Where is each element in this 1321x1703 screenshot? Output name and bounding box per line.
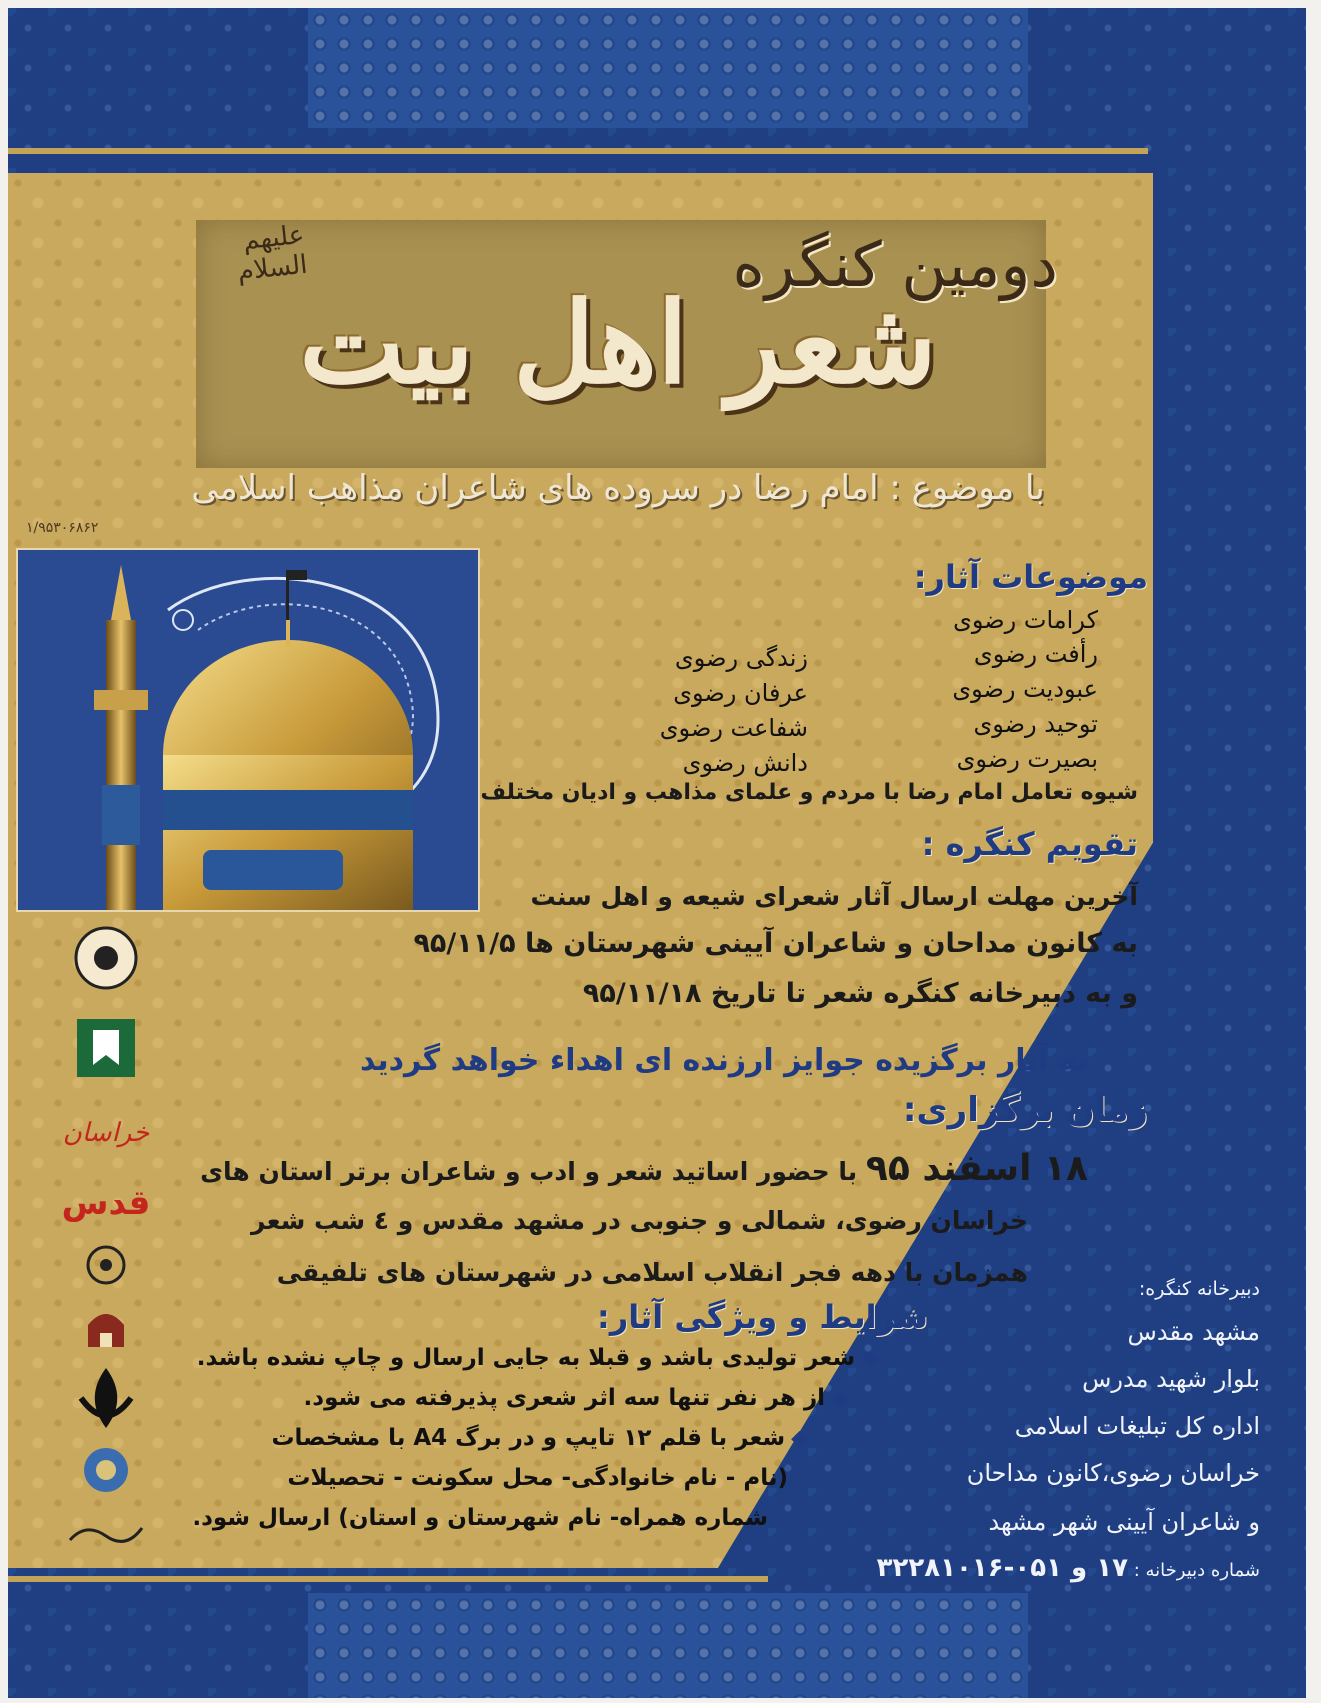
condition-item [188, 1385, 848, 1411]
emblem-icon [71, 923, 141, 993]
diamond-bullet-icon: ◆ [861, 1346, 878, 1371]
top-pattern-strip [308, 8, 1028, 128]
condition-item-cont: (نام - نام خانوادگی- محل سکونت - تحصیلات [287, 1465, 788, 1491]
phone-label: شماره دبیرخانه : [1133, 1560, 1260, 1581]
sponsor-logo-1 [66, 923, 146, 993]
bottom-gold-border [8, 1576, 768, 1582]
event-date: ۱۸ اسفند ۹۵ [865, 1148, 1088, 1189]
calendar-heading: تقویم کنگره : [921, 825, 1138, 863]
bottom-pattern-strip [308, 1593, 1028, 1698]
topic-item: دانش رضوی [682, 749, 808, 777]
calendar-line-3: و به دبیرخانه کنگره شعر تا تاریخ ۹۵/۱۱/۱۸ [582, 978, 1138, 1009]
main-title: شعر اهل بیت [299, 278, 937, 409]
poster [8, 8, 1306, 1698]
schedule-line-1 [178, 1148, 1088, 1189]
topic-item: توحید رضوی [973, 710, 1098, 738]
shrine-illustration [18, 550, 478, 910]
topic-item: رأفت رضوی [973, 640, 1098, 668]
national-emblem-icon [71, 1363, 141, 1433]
sponsor-logo-8 [66, 1440, 146, 1500]
schedule-line-3: همزمان با دهه فجر انقلاب اسلامی در شهرستان های تلفیقی [276, 1258, 1028, 1287]
khorasan-logo-text: خراسان [62, 1118, 150, 1148]
sponsor-logo-7 [66, 1360, 146, 1435]
topic-item: شفاعت رضوی [659, 714, 808, 742]
schedule-heading: زمان برگزاری: [902, 1090, 1148, 1130]
mosque-emblem-icon [82, 1301, 130, 1351]
sponsor-logo-2 [66, 1013, 146, 1083]
secretariat-line: و شاعران آیینی شهر مشهد [988, 1508, 1260, 1536]
phone-number: ۱۷ و ۰۵۱-۳۲۲۸۱۰۱۶ [876, 1553, 1128, 1583]
condition-text: شعر تولیدی باشد و قبلا به جایی ارسال و چاپ نشده باشد. [196, 1345, 856, 1371]
topics-heading: موضوعات آثار: [913, 558, 1148, 596]
condition-text: از هر نفر تنها سه اثر شعری پذیرفته می شود. [303, 1385, 826, 1411]
topic-item: زندگی رضوی [674, 644, 808, 672]
flower-emblem-icon [83, 1242, 129, 1288]
secretariat-line: مشهد مقدس [1127, 1318, 1260, 1346]
congress-title: دومین کنگره [732, 228, 1058, 301]
gear-emblem-icon [78, 1442, 134, 1498]
prize-announcement: به آثار برگزیده جوایز ارزنده ای اهداء خواهد گردید [360, 1043, 1088, 1078]
sponsor-logo-6 [66, 1298, 146, 1353]
secretariat-line: بلوار شهید مدرس [1082, 1365, 1260, 1393]
diamond-bullet-icon: ◆ [831, 1386, 848, 1411]
condition-text: شعر با قلم ۱۲ تایپ و در برگ A4 با مشخصات [271, 1425, 786, 1451]
condition-item [188, 1345, 878, 1371]
conditions-heading: شرایط و ویژگی آثار: [597, 1298, 928, 1336]
secretariat-line: اداره کل تبلیغات اسلامی [1014, 1412, 1260, 1440]
secretariat-phone-row [788, 1553, 1260, 1583]
topic-last-line: شیوه تعامل امام رضا با مردم و علمای مذاهب و ادیان مختلف [480, 780, 1138, 805]
topic-item: عرفان رضوی [673, 679, 808, 707]
top-gold-border [8, 148, 1148, 154]
shrine-image [16, 548, 480, 912]
secretariat-line: خراسان رضوی،کانون مداحان [966, 1459, 1260, 1487]
topic-item: بصیرت رضوی [956, 745, 1098, 773]
topic-item: کرامات رضوی [953, 606, 1098, 634]
sponsor-khorasan [62, 1103, 150, 1163]
calligraphy-emblem-icon [66, 1518, 146, 1548]
schedule-text: با حضور اساتید شعر و ادب و شاعران برتر استان های [200, 1157, 866, 1186]
calendar-line-1: آخرین مهلت ارسال آثار شعرای شیعه و اهل سنت [530, 882, 1138, 911]
sponsor-logo-9 [66, 1513, 146, 1553]
tablighat-logo-icon [73, 1015, 139, 1081]
subtitle: با موضوع : امام رضا در سروده های شاعران مذاهب اسلامی [191, 468, 1045, 508]
sponsor-logo-5 [66, 1240, 146, 1290]
sponsor-qods [61, 1178, 151, 1228]
calendar-line-2: به کانون مداحان و شاعران آیینی شهرستان ها ۹۵/۱۱/۵ [413, 928, 1138, 959]
diamond-bullet-icon: ◆ [791, 1426, 808, 1451]
ad-code: ۱/۹۵۳۰۶۸۶۲ [26, 520, 99, 536]
condition-item-cont: شماره همراه- نام شهرستان و استان) ارسال شود. [192, 1505, 768, 1531]
topic-item: عبودیت رضوی [952, 675, 1098, 703]
secretariat-label: دبیرخانه کنگره: [1138, 1278, 1260, 1300]
condition-item [188, 1425, 808, 1451]
alayhim-salam-text: علیهم السلام [236, 219, 309, 287]
schedule-line-2: خراسان رضوی، شمالی و جنوبی در مشهد مقدس و ٤ شب شعر [251, 1206, 1028, 1235]
qods-logo-text: قدس [61, 1183, 151, 1223]
